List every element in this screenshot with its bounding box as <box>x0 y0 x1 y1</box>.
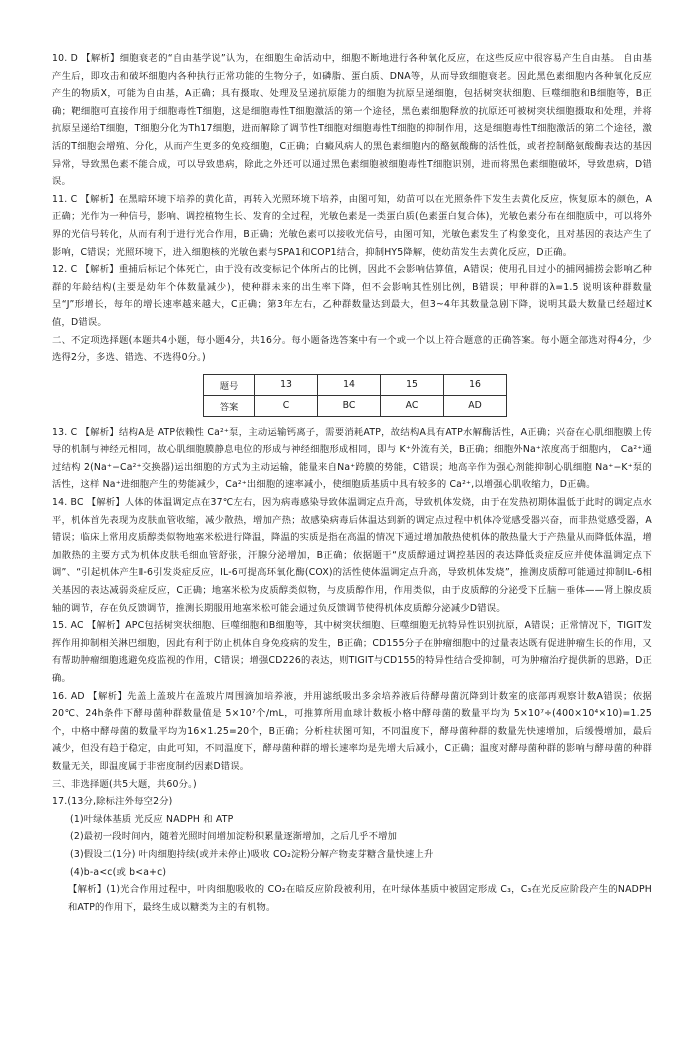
table-cell-number: 13 <box>255 374 318 395</box>
q13-explanation: 13. C 【解析】结构A是 ATP依赖性 Ca²⁺泵，主动运输钙离子，需要消耗ATP，故结构A具有ATP水解酶活性，A正确；兴奋在心肌细胞膜上传导的机制与神经元相同，故心肌细胞膜静息电位的形成与神经细胞形成相同，即与 K⁺外流有关，B正确；细胞外Na⁺浓度高于细胞内， Ca²⁺通过结构 2(Na⁺−Ca²⁺交换器)运出细胞的方式为主动运输，能量来自Na⁺跨膜的势能，C错误；地高辛作为强心剂能抑制心肌细胞 Na⁺−K⁺泵的活性，这样 Na⁺进细胞产生的势能减少，Ca²⁺出细胞的速率减小，使细胞质基质中具有较多的 Ca²⁺,以增强心肌收缩力，D正确。 <box>52 426 652 491</box>
q17-analysis: 【解析】(1)光合作用过程中，叶肉细胞吸收的 CO₂在暗反应阶段被利用，在叶绿体基质中被固定形成 C₃，C₃在光反应阶段产生的NADPH和ATP的作用下，最终生成以糖类为主的有机物。 <box>68 884 652 913</box>
q12-explanation: 12. C 【解析】重捕后标记个体死亡，由于没有改变标记个体所占的比例，因此不会影响估算值，A错误；使用孔目过小的捕网捕捞会影响乙种群的年龄结构(主要是幼年个体数量减少)，使种群未来的出生率下降，但不会影响其性别比例，B错误；甲种群的λ=1.5 说明该种群数量呈“J”形增长，每年的增长速率越来越大，C正确；第3年左右，乙种群数量达到最大，但3~4年其数量急剧下降，说明其最大数量已经超过K值，D错误。 <box>52 264 652 328</box>
q11-explanation: 11. C 【解析】在黑暗环境下培养的黄化苗，再转入光照环境下培养，由图可知，幼苗可以在光照条件下发生去黄化反应，恢复原本的颜色，A正确；光作为一种信号，影响、调控植物生长、发育的全过程，光敏色素是一类蛋白质(色素蛋白复合体)，光敏色素分布在细胞质中，可以将外界的光信号转化，从而有利于进行光合作用，B正确；光敏色素可以接收光信号，由图可知，光敏色素发生了构象变化，且对基因的表达产生了影响，C错误；光照环境下，进入细胞核的光敏色素与SPA1和COP1结合，抑制HY5降解，使幼苗发生去黄化反应，D正确。 <box>52 193 652 258</box>
section-2-heading: 二、不定项选择题(本题共4小题，每小题4分，共16分。每小题备选答案中有一个或一个以上符合题意的正确答案。每小题全部选对得4分，少选得2分，多选、错选、不选得0分。) <box>52 334 652 364</box>
answer-page <box>52 50 652 916</box>
q15-explanation: 15. AC 【解析】APC包括树突状细胞、巨噬细胞和B细胞等，其中树突状细胞、巨噬细胞无抗特异性识别抗原，A错误；正常情况下，TIGIT发挥作用抑制相关淋巴细胞，因此有利于防止机体自身免疫病的发生，B正确；CD155分子在肿瘤细胞中的过量表达既有促进肿瘤生长的作用，又有帮助肿瘤细胞逃避免疫监视的作用，C错误；增强CD226的表达，则TIGIT与CD155的特异性结合受抑制，可为肿瘤治疗提供新的思路，D正确。 <box>52 620 652 684</box>
table-header-number: 题号 <box>204 374 255 395</box>
section-3-heading: 三、非选择题(共5大题，共60分。) <box>52 778 197 790</box>
table-cell-answer: AD <box>444 395 507 416</box>
table-cell-answer: BC <box>318 395 381 416</box>
table-cell-answer: AC <box>381 395 444 416</box>
answer-table-wrapper <box>203 374 652 417</box>
q14-explanation: 14. BC 【解析】人体的体温调定点在37℃左右，因为病毒感染导致体温调定点升高，导致机体发烧，由于在发热初期体温低于此时的调定点水平，机体首先表现为皮肤血管收缩，减少散热，增加产热；故感染病毒后体温达到新的调定点过程中机体冷觉感受器兴奋，而非热觉感受器，A错误；临床上常用皮质醇类似物地塞米松进行降温，降温的实质是指在高温的情况下通过增加散热使机体的散热量大于产热量从而降低体温，增加散热的主要方式为机体皮肤毛细血管舒张，汗腺分泌增加，B正确；依据题干“皮质醇通过调控基因的表达降低炎症反应并使体温调定点下调”、“引起机体产生Ⅱ-6引发炎症反应，IL-6可提高环氧化酶(COX)的活性使体温调定点升高，导致机体发烧”，推测皮质醇可能通过抑制IL-6相关基因的表达减弱炎症反应，C正确；地塞米松为皮质醇类似物，与皮质醇作用，作用类似，由于皮质醇的分泌受下丘脑－垂体——肾上腺皮质轴的调节，存在负反馈调节，推测长期服用地塞米松可能会通过负反馈调节使得机体皮质醇分泌减少D错误。 <box>52 497 652 614</box>
q17-answer-1: (1)叶绿体基质 光反应 NADPH 和 ATP <box>70 813 234 825</box>
table-cell-number: 14 <box>318 374 381 395</box>
q17-answer-4: (4)b-a<c(或 b<a+c) <box>70 866 167 878</box>
q16-explanation: 16. AD 【解析】先盖上盖玻片在盖玻片周围滴加培养液，并用滤纸吸出多余培养液后待酵母菌沉降到计数室的底部再观察计数A错误；依据20℃、24h条件下酵母菌种群数量值是 5×10⁷个/mL，可推算所用血球计数板小格中酵母菌的数量平均为 5×10⁷÷(400×10⁴×10)=1.25个，中格中酵母菌的数量平均为16×1.25=20个，B正确；分析柱状图可知，不同温度下，酵母菌种群的数量先快速增加，后缓慢增加，最后减少，但没有趋于稳定，由此可知，不同温度下，酵母菌种群的增长速率均是先增大后减小，C正确；温度对酵母菌种群的影响与酵母菌的种群数量无关，即温度属于非密度制约因素D错误。 <box>52 690 652 772</box>
table-cell-number: 16 <box>444 374 507 395</box>
table-header-answer: 答案 <box>204 395 255 416</box>
table-cell-number: 15 <box>381 374 444 395</box>
q17-answer-3: (3)假设二(1分) 叶肉细胞持续(或并未停止)吸收 CO₂淀粉分解产物麦芽糖含量快速上升 <box>70 848 434 860</box>
q10-explanation: 10. D 【解析】细胞衰老的“自由基学说”认为，在细胞生命活动中，细胞不断地进行各种氧化反应，在这些反应中很容易产生自由基。 自由基产生后，即攻击和破坏细胞内各种执行正常功能的生物分子，如磷脂、蛋白质、DNA等，从而导致细胞衰老。因此黑色素细胞内各种氧化反应产生的物质X，可能为自由基，A正确；具有摄取、处理及呈递抗原能力的细胞为抗原呈递细胞，包括树突状细胞、巨噬细胞和B细胞等，B正确；靶细胞可直接作用于细胞毒性T细胞，这是细胞毒性T细胞激活的第一个途径，黑色素细胞释放的抗原还可被树突状细胞摄取和处理，并将抗原呈递给T细胞，T细胞分化为Th17细胞，进而解除了调节性T细胞对细胞毒性T细胞的抑制作用，这是细胞毒性T细胞激活的第二个途径，激活的T细胞会增殖、分化，从而产生更多的免疫细胞，C正确；白癜风病人的黑色素细胞内的酪氨酸酶的活性低，或者控制酪氨酸酶表达的基因异常，导致黑色素不能合成，可以导致患病，除此之外还可以通过黑色素细胞被细胞毒性T细胞识别，进而将黑色素细胞破坏，导致患病，D错误。 <box>52 53 652 188</box>
answer-table-answer-row <box>204 395 507 416</box>
q17-heading: 17.(13分,除标注外每空2分) <box>52 796 173 808</box>
answer-table-number-row <box>204 374 507 395</box>
q17-answer-2: (2)最初一段时间内，随着光照时间增加淀粉积累量逐渐增加，之后几乎不增加 <box>70 831 398 843</box>
answer-table <box>203 374 507 417</box>
table-cell-answer: C <box>255 395 318 416</box>
